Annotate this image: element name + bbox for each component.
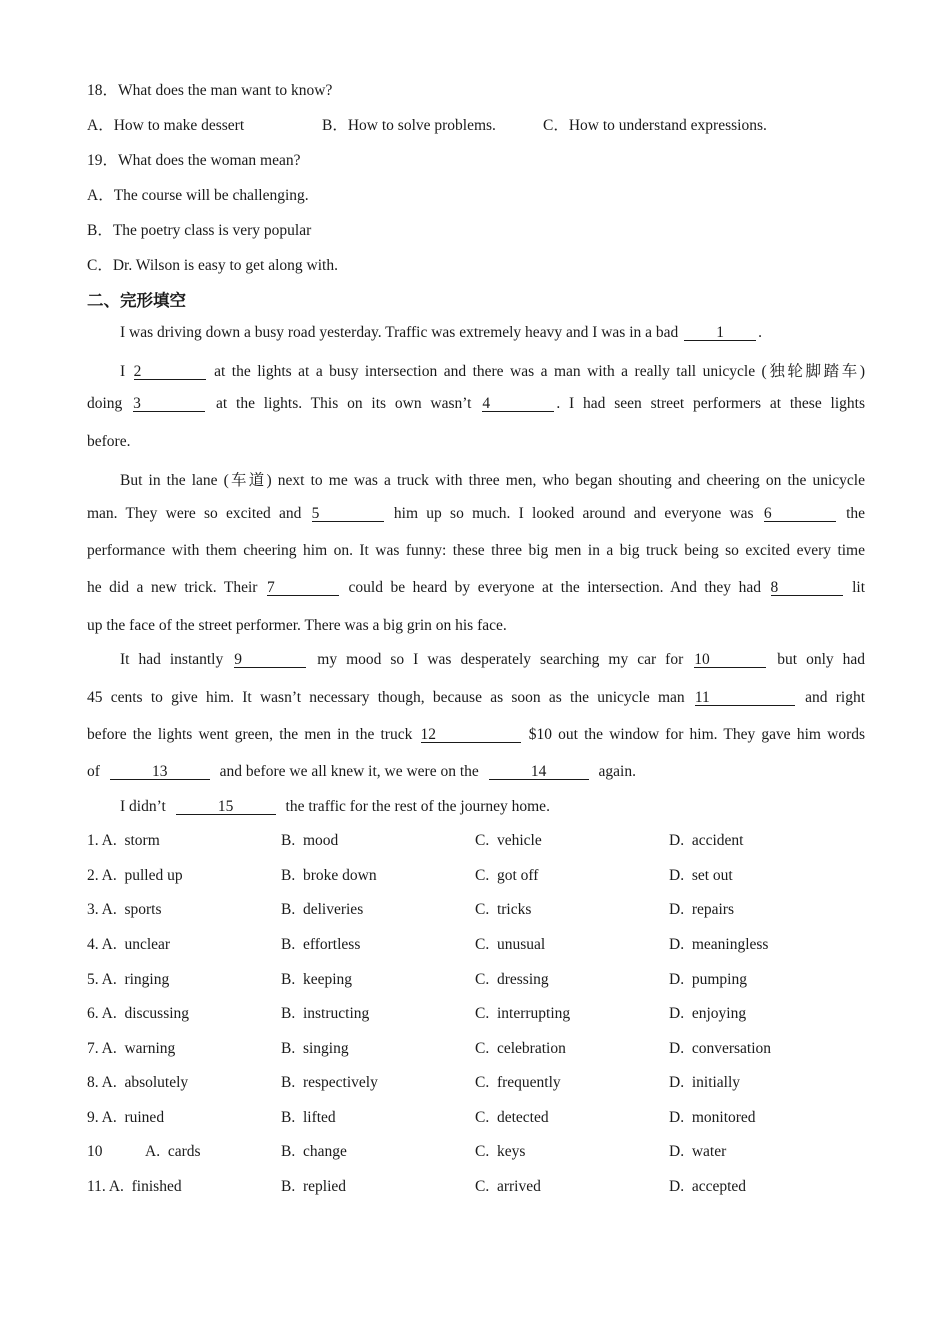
blank-13: 13 [110,764,210,780]
option-2-a: 2. A. pulled up [87,867,183,884]
option-5-a: 5. A. ringing [87,971,170,988]
option-4-b: B. effortless [281,936,361,953]
option-8-a: 8. A. absolutely [87,1074,189,1091]
option-4-c: C. unusual [475,936,546,953]
blank-2: 2 [134,364,206,380]
blank-14: 14 [489,764,589,780]
option-10-a: A. cards [145,1143,201,1160]
passage-line-8: he did a new trick. Their 7 could be heard by everyone at the intersection. And they had 8 lit [87,579,865,596]
option-3-a: 3. A. sports [87,901,162,918]
blank-5: 5 [312,506,384,522]
blank-11: 11 [695,690,795,706]
passage-line-5: But in the lane (车道) next to me was a truck with three men, who began shouting and cheering on the unicycle [120,472,865,489]
option-3-d: D. repairs [669,901,734,918]
option-7-d: D. conversation [669,1040,772,1057]
option-5-c: C. dressing [475,971,549,988]
passage-line-9: up the face of the street performer. There was a big grin on his face. [87,617,507,634]
option-7-b: B. singing [281,1040,349,1057]
option-9-a: 9. A. ruined [87,1109,165,1126]
option-10-c: C. keys [475,1143,526,1160]
option-1-d: D. accident [669,832,744,849]
passage-line-3: doing 3 at the lights. This on its own wasn’t 4 . I had seen street performers at these lights [87,395,866,412]
option-6-b: B. instructing [281,1005,370,1022]
option-9-d: D. monitored [669,1109,756,1126]
option-10-b: B. change [281,1143,347,1160]
q18-option-b: B．How to solve problems. [322,117,496,134]
blank-9: 9 [234,652,306,668]
passage-line-11: 45 cents to give him. It wasn’t necessary though, because as soon as the unicycle man 11 and right [87,689,866,706]
q19-option-c: C．Dr. Wilson is easy to get along with. [87,257,338,274]
option-11-b: B. replied [281,1178,347,1195]
passage-line-13: of 13 and before we all knew it, we were on the 14 again. [87,763,636,780]
passage-line-10: It had instantly 9 my mood so I was desperately searching my car for 10 but only had [120,651,866,668]
option-3-b: B. deliveries [281,901,364,918]
option-6-a: 6. A. discussing [87,1005,190,1022]
option-9-c: C. detected [475,1109,549,1126]
option-4-d: D. meaningless [669,936,769,953]
blank-1: 1 [684,325,756,341]
option-10-d: D. water [669,1143,727,1160]
option-1-b: B. mood [281,832,339,849]
option-1-c: C. vehicle [475,832,542,849]
option-2-c: C. got off [475,867,539,884]
blank-8: 8 [771,580,843,596]
question-19: 19．What does the woman mean? [87,152,301,169]
option-5-d: D. pumping [669,971,747,988]
option-10-num: 10 [87,1143,103,1160]
question-18: 18．What does the man want to know? [87,82,333,99]
option-11-c: C. arrived [475,1178,541,1195]
passage-line-4: before. [87,433,131,450]
option-4-a: 4. A. unclear [87,936,171,953]
option-8-b: B. respectively [281,1074,378,1091]
option-11-a: 11. A. finished [87,1178,182,1195]
option-7-a: 7. A. warning [87,1040,176,1057]
passage-line-14: I didn’t 15 the traffic for the rest of the journey home. [120,798,550,815]
option-2-b: B. broke down [281,867,377,884]
option-6-d: D. enjoying [669,1005,747,1022]
option-2-d: D. set out [669,867,733,884]
q18-option-c: C．How to understand expressions. [543,117,767,134]
option-7-c: C. celebration [475,1040,566,1057]
option-1-a: 1. A. storm [87,832,160,849]
option-11-d: D. accepted [669,1178,747,1195]
passage-line-7: performance with them cheering him on. It was funny: these three big men in a big truck being so excited every time [87,542,865,559]
option-3-c: C. tricks [475,901,532,918]
blank-10: 10 [694,652,766,668]
section-title: 二、完形填空 [87,291,186,310]
blank-12: 12 [421,727,521,743]
blank-15: 15 [176,799,276,815]
blank-6: 6 [764,506,836,522]
passage-line-6: man. They were so excited and 5 him up so much. I looked around and everyone was 6 the [87,505,865,522]
blank-3: 3 [133,396,205,412]
passage-line-12: before the lights went green, the men in the truck 12 $10 out the window for him. They gave him words [87,726,866,743]
option-6-c: C. interrupting [475,1005,571,1022]
passage-line-2: I 2 at the lights at a busy intersection and there was a man with a really tall unicycle (独轮脚踏车) [120,363,866,380]
option-8-d: D. initially [669,1074,741,1091]
passage-line-1: I was driving down a busy road yesterday. Traffic was extremely heavy and I was in a bad 1 . [120,324,763,341]
q19-option-a: A．The course will be challenging. [87,187,309,204]
blank-7: 7 [267,580,339,596]
blank-4: 4 [482,396,554,412]
q18-option-a: A．How to make dessert [87,117,245,134]
option-8-c: C. frequently [475,1074,561,1091]
q19-option-b: B．The poetry class is very popular [87,222,312,239]
option-5-b: B. keeping [281,971,353,988]
option-9-b: B. lifted [281,1109,336,1126]
